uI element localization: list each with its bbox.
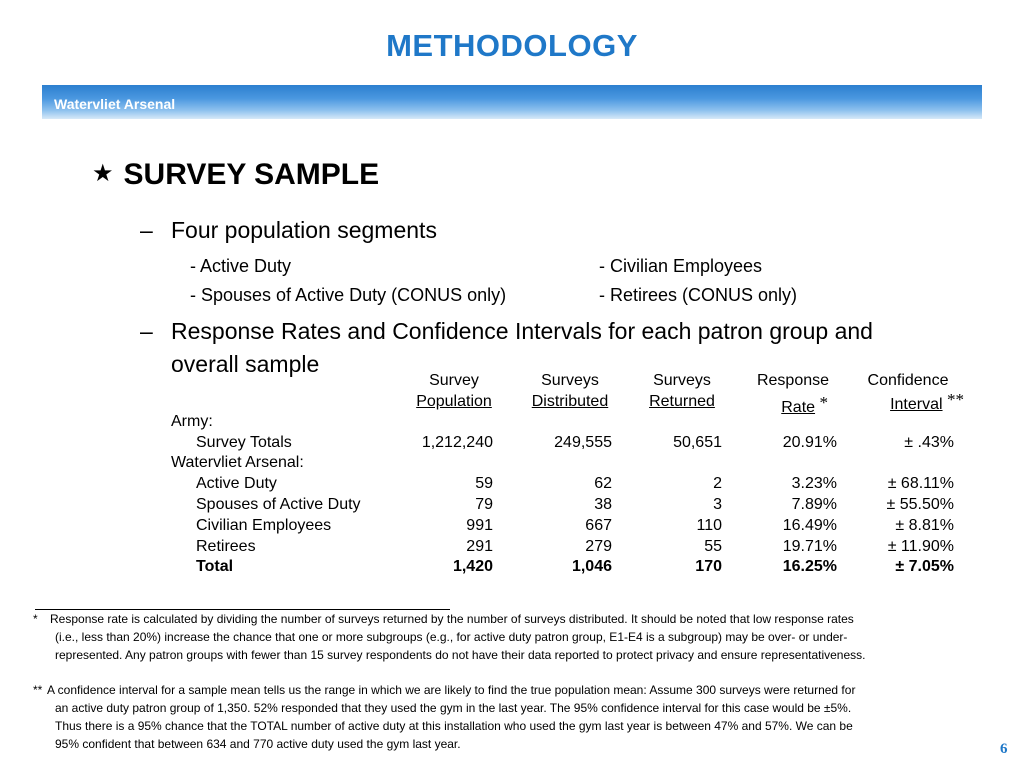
cell-response-rate: 16.49%	[782, 517, 837, 534]
cell-returned: 170	[695, 558, 722, 575]
cell-response-rate: 7.89%	[791, 496, 837, 513]
row-label: Spouses of Active Duty	[196, 496, 361, 513]
cell-response-rate: 20.91%	[782, 434, 837, 451]
footnote-line: Thus there is a 95% chance that the TOTAL number of active duty at this installation who used the gym last year is between 47% and 57%. We can be	[55, 719, 853, 733]
group-label-army: Army:	[171, 413, 213, 430]
bullet-dash: –	[140, 318, 153, 344]
header-response-text: Rate	[781, 399, 816, 416]
cell-confidence: ± .43%	[904, 434, 954, 451]
bullet-dash: –	[140, 217, 153, 243]
cell-confidence: ± 7.05%	[895, 558, 954, 575]
slide-title: METHODOLOGY	[386, 28, 638, 63]
footnote-marker: **	[33, 683, 43, 697]
footnote-marker: *	[33, 612, 38, 626]
cell-population: 291	[466, 538, 493, 555]
row-label: Total	[196, 558, 234, 575]
header-confidence-line2	[850, 390, 964, 414]
cell-population: 1,420	[452, 558, 493, 575]
cell-population: 59	[475, 475, 493, 492]
segment-spouses: - Spouses of Active Duty (CONUS only)	[190, 285, 507, 305]
row-label: Active Duty	[196, 475, 277, 492]
cell-confidence: ± 68.11%	[887, 475, 954, 492]
footnote-line: Response rate is calculated by dividing the number of surveys returned by the number of surveys distributed. It should be noted that low response rates	[50, 612, 854, 626]
header-returned-line2: Returned	[649, 393, 715, 410]
section-heading-text: SURVEY SAMPLE	[123, 158, 380, 191]
footnote-line: an active duty patron group of 1,350. 52% responded that they used the gym in the last year. The 95% confidence interval for this case would be ±5%.	[55, 701, 852, 715]
cell-confidence: ± 55.50%	[886, 496, 954, 513]
cell-population: 1,212,240	[421, 434, 493, 451]
footnote-marker-double: **	[947, 390, 964, 409]
segment-active-duty: - Active Duty	[190, 256, 292, 276]
header-distributed-line1: Surveys	[541, 372, 599, 389]
footnote-line: A confidence interval for a sample mean tells us the range in which we are likely to find the true population mean: Assume 300 surveys were returned for	[47, 683, 856, 697]
group-label-arsenal: Watervliet Arsenal:	[171, 454, 304, 471]
cell-returned: 3	[713, 496, 722, 513]
cell-distributed: 249,555	[554, 434, 612, 451]
cell-population: 79	[475, 496, 493, 513]
cell-confidence: ± 8.81%	[895, 517, 954, 534]
row-label: Retirees	[196, 538, 256, 555]
cell-returned: 50,651	[673, 434, 722, 451]
cell-response-rate: 19.71%	[782, 538, 837, 555]
cell-distributed: 279	[585, 538, 612, 555]
cell-returned: 110	[696, 517, 722, 534]
bullet-text-line2: overall sample	[171, 351, 320, 377]
header-population-line1: Survey	[429, 372, 479, 389]
cell-confidence: ± 11.90%	[887, 538, 954, 555]
cell-returned: 2	[713, 475, 722, 492]
footnote-marker-single: *	[819, 393, 828, 412]
bullet-text: Four population segments	[171, 217, 437, 243]
header-distributed-line2: Distributed	[531, 393, 609, 410]
header-returned-line1: Surveys	[653, 372, 711, 389]
cell-distributed: 1,046	[571, 558, 612, 575]
cell-population: 991	[466, 517, 493, 534]
banner-label: Watervliet Arsenal	[54, 96, 176, 112]
footnote-line: 95% confident that between 634 and 770 active duty used the gym last year.	[55, 737, 461, 751]
header-confidence-line1: Confidence	[867, 372, 949, 389]
page-number: 6	[1000, 741, 1008, 757]
cell-distributed: 38	[594, 496, 612, 513]
star-icon: ★	[92, 160, 114, 187]
header-response-line1: Response	[756, 372, 830, 389]
cell-returned: 55	[704, 538, 722, 555]
segment-civilian: - Civilian Employees	[599, 256, 763, 276]
header-banner	[42, 85, 982, 119]
section-heading	[92, 158, 379, 192]
header-population-line2: Population	[416, 393, 492, 410]
header-response-line2	[740, 393, 828, 417]
cell-response-rate: 16.25%	[782, 558, 837, 575]
footnote-line: (i.e., less than 20%) increase the chance that one or more subgroups (e.g., for active duty patron group, E1-E4 is a subgroup) may be over- or under-	[55, 630, 848, 644]
segment-retirees: - Retirees (CONUS only)	[599, 285, 798, 305]
header-confidence-text: Interval	[890, 396, 943, 413]
row-label: Survey Totals	[196, 434, 292, 451]
row-label: Civilian Employees	[196, 517, 332, 534]
cell-response-rate: 3.23%	[791, 475, 837, 492]
bullet-text-line1: Response Rates and Confidence Intervals for each patron group and	[171, 318, 873, 344]
cell-distributed: 667	[585, 517, 612, 534]
footnote-line: represented. Any patron groups with fewer than 15 survey respondents do not have their data reported to protect privacy and ensure representativeness.	[55, 648, 866, 662]
cell-distributed: 62	[594, 475, 612, 492]
